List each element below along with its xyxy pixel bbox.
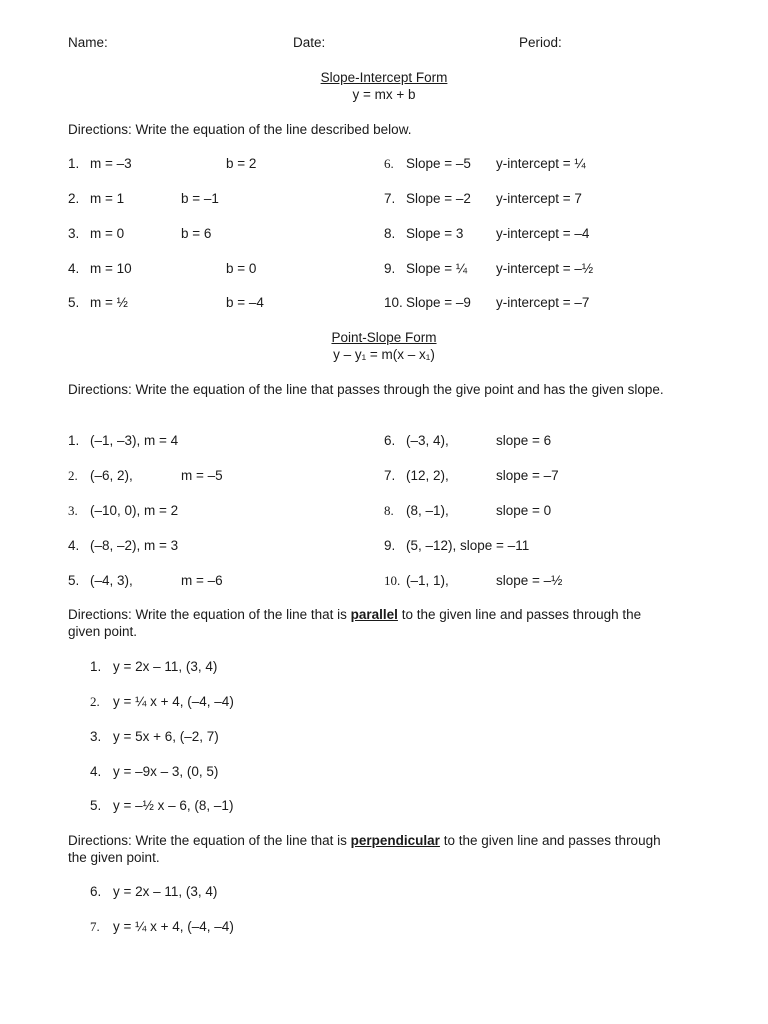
list-item: 7. [384, 468, 396, 483]
list-item: (5, –12), slope = –11 [406, 538, 530, 553]
list-item: 6. [384, 433, 396, 448]
list-item: y = –½ x – 6, (8, –1) [113, 798, 234, 813]
parallel-keyword: parallel [350, 607, 398, 622]
list-item: Slope = –2 [406, 191, 471, 206]
list-item: y = 5x + 6, (–2, 7) [113, 729, 219, 744]
list-item: Slope = ¼ [406, 261, 468, 276]
list-item: m = ½ [90, 295, 128, 310]
section1-directions: Directions: Write the equation of the line described below. [68, 122, 412, 137]
section3-directions: Directions: Write the equation of the line that is parallel to the given line and passes through the given point. [68, 607, 642, 639]
list-item: 1. [68, 433, 80, 448]
list-item: 8. [384, 226, 396, 241]
list-item: 3. [90, 729, 102, 744]
list-item: m = –5 [181, 468, 223, 483]
list-item: Slope = –9 [406, 295, 471, 310]
list-item: (–10, 0), m = 2 [90, 503, 179, 518]
list-item: 6. [90, 884, 102, 899]
name-label: Name: [68, 35, 108, 50]
section2-formula: y – y₁ = m(x – x₁) [333, 347, 435, 362]
list-item: y-intercept = –4 [496, 226, 590, 241]
list-item: slope = 0 [496, 503, 552, 518]
perpendicular-keyword: perpendicular [350, 833, 440, 848]
list-item: 10. [384, 573, 401, 588]
list-item: (–1, –3), m = 4 [90, 433, 179, 448]
section2-title: Point-Slope Form [331, 330, 437, 345]
list-item: 1. [90, 659, 102, 674]
list-item: (8, –1), [406, 503, 449, 518]
list-item: 10. [384, 295, 403, 310]
list-item: 5. [90, 798, 102, 813]
list-item: slope = –7 [496, 468, 559, 483]
list-item: (12, 2), [406, 468, 449, 483]
list-item: 7. [384, 191, 396, 206]
list-item: y = ¼ x + 4, (–4, –4) [113, 919, 234, 934]
list-item: 9. [384, 261, 396, 276]
date-label: Date: [293, 35, 326, 50]
list-item: (–3, 4), [406, 433, 449, 448]
list-item: y = 2x – 11, (3, 4) [113, 884, 218, 899]
list-item: 3. [68, 226, 80, 241]
list-item: m = –6 [181, 573, 223, 588]
list-item: 9. [384, 538, 396, 553]
list-item: b = 6 [181, 226, 212, 241]
list-item: b = 2 [226, 156, 257, 171]
list-item: b = –1 [181, 191, 219, 206]
list-item: 5. [68, 295, 80, 310]
list-item: (–1, 1), [406, 573, 449, 588]
list-item: 4. [68, 538, 80, 553]
list-item: y = –9x – 3, (0, 5) [113, 764, 219, 779]
list-item: 7. [90, 919, 100, 934]
period-label: Period: [519, 35, 562, 50]
list-item: 4. [90, 764, 102, 779]
list-item: 4. [68, 261, 80, 276]
section1-formula: y = mx + b [352, 87, 416, 102]
section4-directions: Directions: Write the equation of the line that is perpendicular to the given line and passes through the given point. [68, 833, 661, 865]
list-item: y = 2x – 11, (3, 4) [113, 659, 218, 674]
list-item: 2. [90, 694, 100, 709]
list-item: slope = –½ [496, 573, 563, 588]
list-item: b = –4 [226, 295, 264, 310]
list-item: (–8, –2), m = 3 [90, 538, 179, 553]
section1-title: Slope-Intercept Form [320, 70, 448, 85]
list-item: (–4, 3), [90, 573, 133, 588]
list-item: y-intercept = –7 [496, 295, 590, 310]
list-item: y-intercept = –½ [496, 261, 594, 276]
list-item: 3. [68, 503, 78, 518]
list-item: 2. [68, 191, 80, 206]
list-item: b = 0 [226, 261, 257, 276]
list-item: m = 1 [90, 191, 125, 206]
list-item: 2. [68, 468, 78, 483]
list-item: 5. [68, 573, 80, 588]
list-item: (–6, 2), [90, 468, 133, 483]
list-item: y-intercept = 7 [496, 191, 582, 206]
list-item: y = ¼ x + 4, (–4, –4) [113, 694, 234, 709]
list-item: 6. [384, 156, 394, 171]
section2-directions: Directions: Write the equation of the line that passes through the give point and has the given slope. [68, 382, 664, 397]
list-item: m = 0 [90, 226, 125, 241]
list-item: 1. [68, 156, 80, 171]
list-item: m = –3 [90, 156, 132, 171]
list-item: y-intercept = ¼ [496, 156, 586, 171]
list-item: 8. [384, 503, 394, 518]
list-item: Slope = 3 [406, 226, 464, 241]
list-item: Slope = –5 [406, 156, 471, 171]
list-item: slope = 6 [496, 433, 552, 448]
list-item: m = 10 [90, 261, 132, 276]
